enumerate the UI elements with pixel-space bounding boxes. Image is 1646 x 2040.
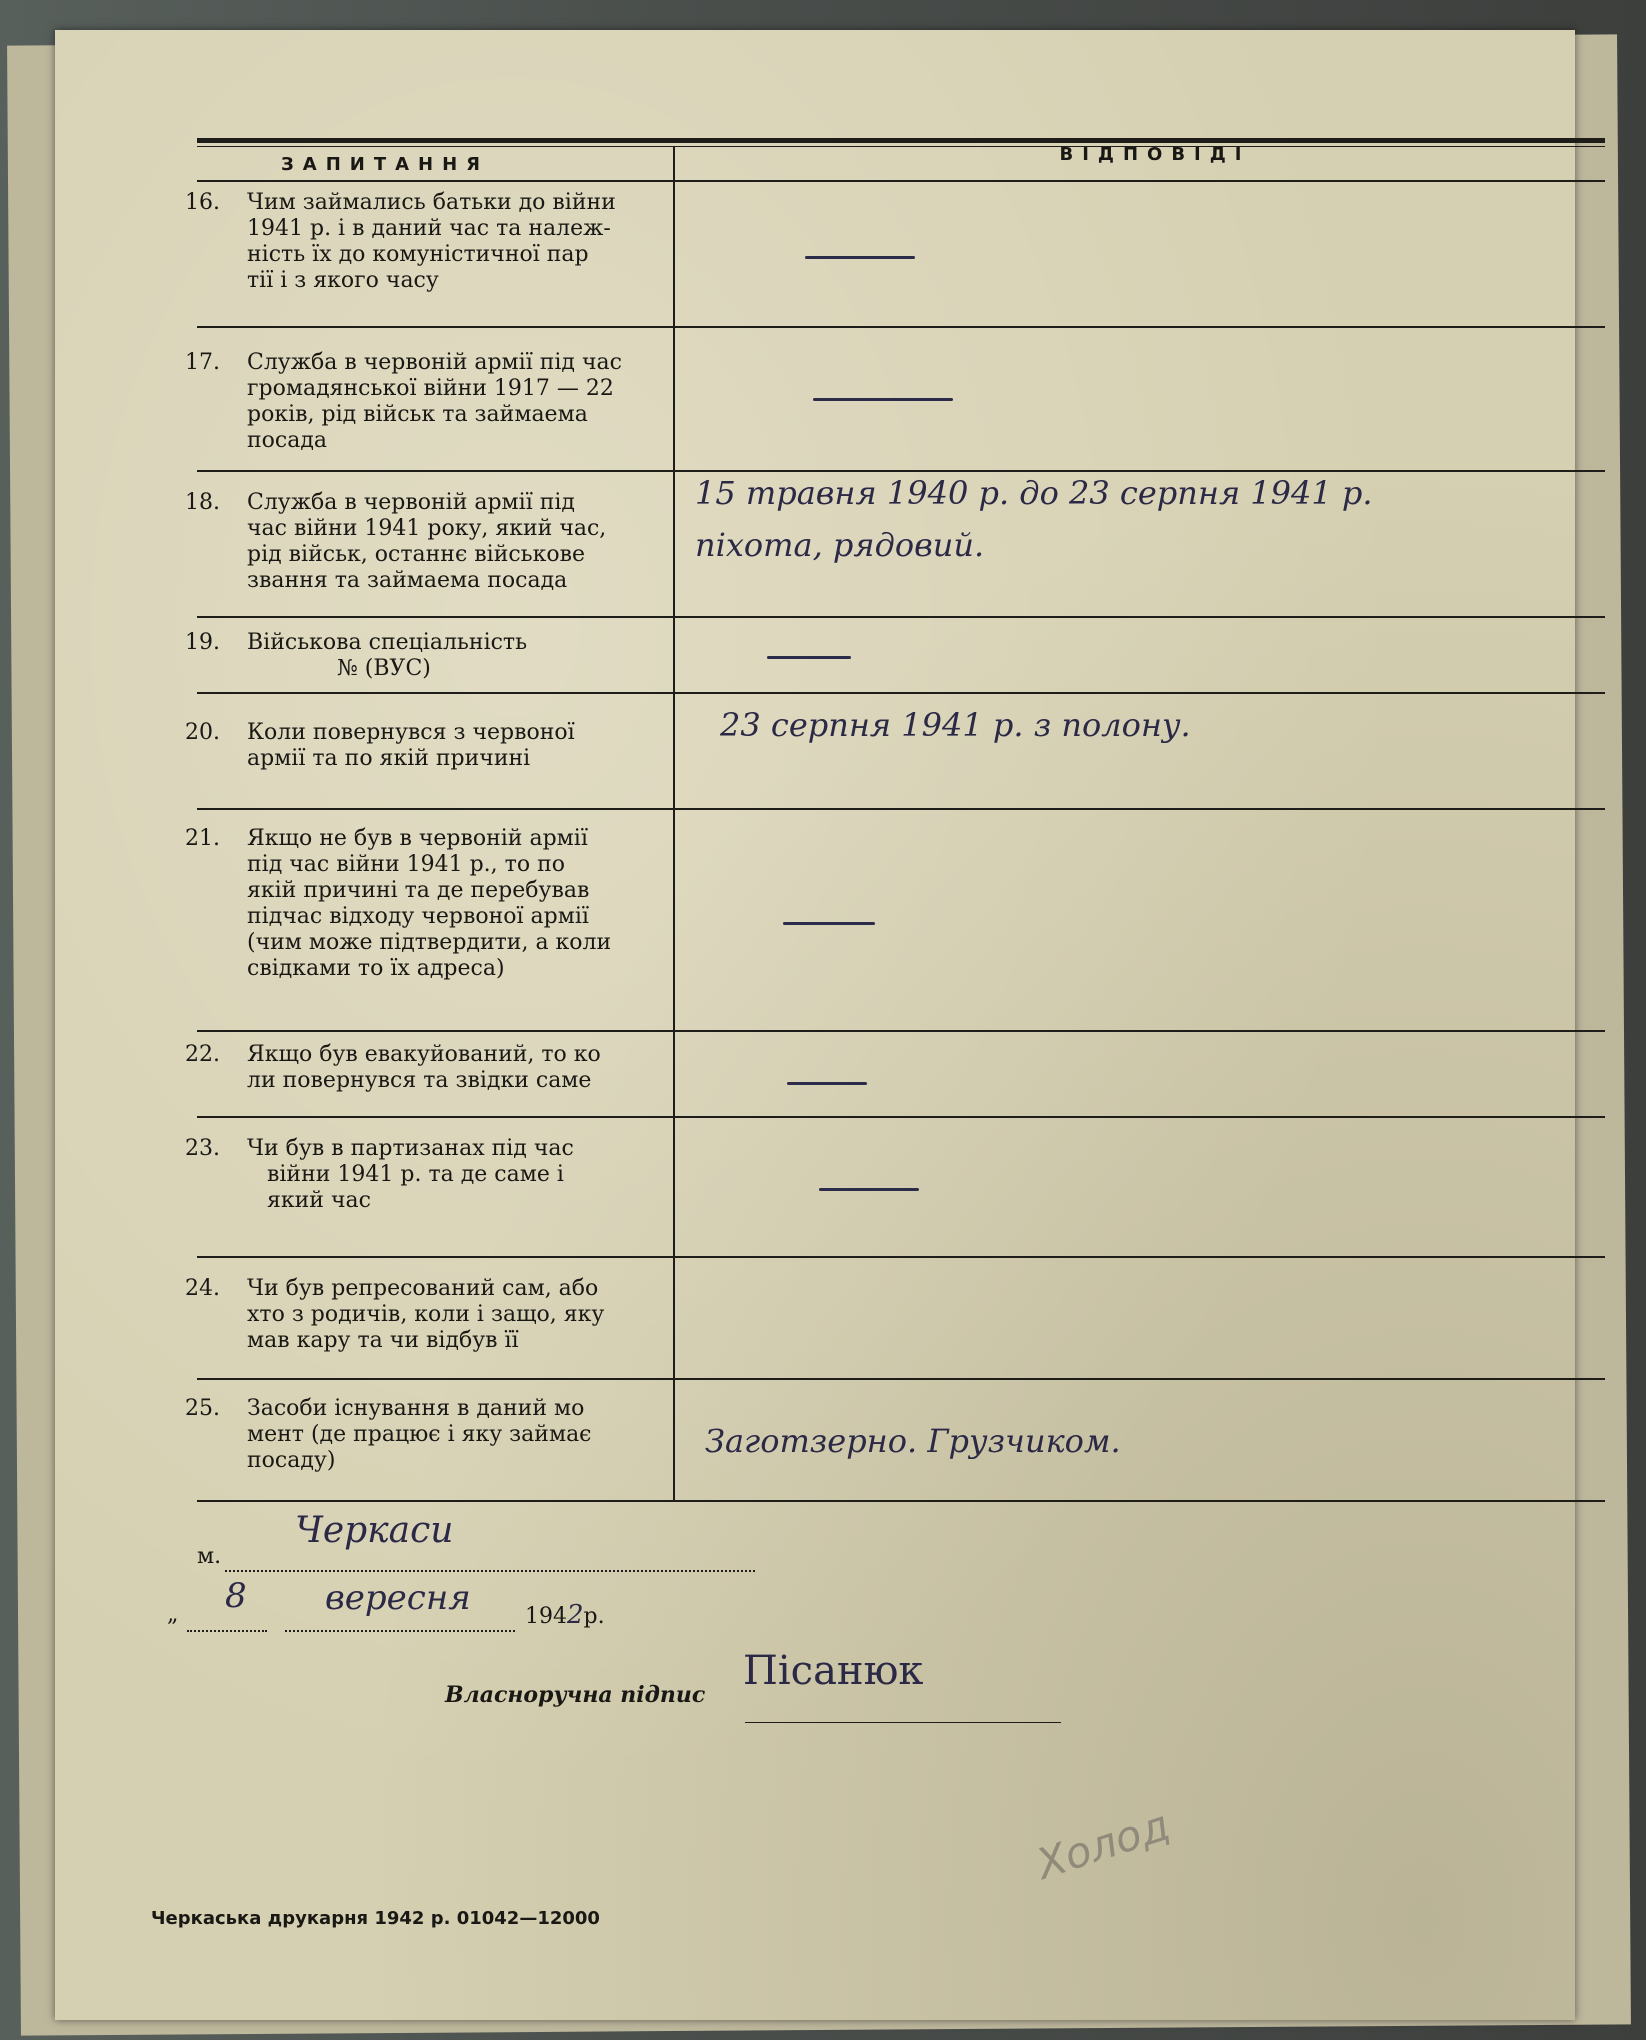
question-text — [247, 190, 659, 294]
question-number: 21. — [185, 826, 220, 851]
question-text — [247, 630, 659, 682]
signature-value: Пісанюк — [743, 1648, 924, 1694]
question-line: років, рід військ та займаема — [247, 402, 588, 427]
question-line: посаду) — [247, 1448, 336, 1473]
row-separator — [197, 1116, 1605, 1118]
answer-dash — [787, 1082, 867, 1085]
question-line: армії та по якій причині — [247, 746, 531, 771]
question-line: Військова спеціальність — [247, 630, 528, 655]
row-separator — [197, 326, 1605, 328]
question-line: Служба в червоній армії під час — [247, 350, 622, 375]
question-line: (чим може підтвердити, а коли — [247, 930, 612, 955]
signature-underline — [745, 1722, 1061, 1723]
date-year-hand: 2 — [567, 1600, 584, 1630]
question-line: Служба в червоній армії під — [247, 490, 575, 515]
row-separator — [197, 692, 1605, 694]
question-line: посада — [247, 428, 328, 453]
date-year-suffix: р. — [583, 1604, 605, 1629]
questions-header: ЗАПИТАННЯ — [280, 154, 490, 175]
city-value: Черкаси — [295, 1510, 454, 1551]
column-divider — [673, 146, 675, 1500]
signature-label: Власноручна підпис — [445, 1682, 706, 1708]
form-page — [55, 30, 1575, 2020]
city-underline — [225, 1570, 755, 1572]
row-separator — [197, 616, 1605, 618]
question-line: Чи був репресований сам, або — [247, 1276, 599, 1301]
answer-dash — [819, 1188, 919, 1191]
date-year — [525, 1602, 605, 1630]
question-line: Чи був в партизанах під час — [247, 1136, 574, 1161]
answer-handwriting: Заготзерно. Грузчиком. — [705, 1422, 1121, 1460]
answer-dash — [767, 656, 851, 659]
header-bottom-rule — [197, 180, 1605, 182]
question-number: 20. — [185, 720, 220, 745]
question-text — [247, 1042, 659, 1094]
question-line: Коли повернувся з червоної — [247, 720, 575, 745]
date-day-underline — [187, 1630, 267, 1632]
printer-line: Черкаська друкарня 1942 р. 01042—12000 — [151, 1908, 600, 1929]
question-text — [247, 1276, 659, 1354]
date-day: 8 — [225, 1576, 247, 1616]
answer-dash — [805, 256, 915, 259]
row-separator — [197, 1378, 1605, 1380]
row-separator — [197, 1256, 1605, 1258]
question-number: 17. — [185, 350, 220, 375]
question-number: 25. — [185, 1396, 220, 1421]
question-line: тії і з якого часу — [247, 268, 439, 293]
question-number: 22. — [185, 1042, 220, 1067]
question-number: 16. — [185, 190, 220, 215]
question-text — [247, 1396, 659, 1474]
question-text — [247, 350, 659, 454]
question-line: підчас відходу червоної армії — [247, 904, 589, 929]
question-line: свідками то їх адреса) — [247, 956, 505, 981]
question-line: час війни 1941 року, який час, — [247, 516, 607, 541]
answer-handwriting: піхота, рядовий. — [695, 526, 985, 564]
pencil-note: Холод — [1030, 1800, 1176, 1889]
question-line: мав кару та чи відбув її — [247, 1328, 519, 1353]
question-text — [247, 826, 659, 982]
header-top-rule — [197, 138, 1605, 143]
row-separator — [197, 808, 1605, 810]
answer-dash — [783, 922, 875, 925]
question-line: рід військ, останнє військове — [247, 542, 586, 567]
question-number: 18. — [185, 490, 220, 515]
date-month-underline — [285, 1630, 515, 1632]
question-line: 1941 р. і в даний час та належ- — [247, 216, 611, 241]
answers-header: ВІДПОВІДІ — [1059, 144, 1251, 165]
answer-handwriting: 15 травня 1940 р. до 23 серпня 1941 р. — [695, 474, 1373, 512]
answer-handwriting: 23 серпня 1941 р. з полону. — [720, 706, 1191, 744]
question-line: під час війни 1941 р., то по — [247, 852, 565, 877]
date-month: вересня — [325, 1578, 471, 1618]
question-line: ли повернувся та звідки саме — [247, 1068, 592, 1093]
question-number: 23. — [185, 1136, 220, 1161]
question-line: Чим займались батьки до війни — [247, 190, 616, 215]
question-line: війни 1941 р. та де саме і — [267, 1162, 564, 1187]
question-line: якій причині та де перебував — [247, 878, 590, 903]
header-top-rule-thin — [197, 146, 1605, 147]
question-line: Якщо не був в червоній армії — [247, 826, 588, 851]
row-separator — [197, 1500, 1605, 1502]
question-line: ність їх до комуністичної пар — [247, 242, 589, 267]
question-line: мент (де працює і яку займає — [247, 1422, 592, 1447]
question-line: звання та займаема посада — [247, 568, 568, 593]
city-prefix: м. — [197, 1544, 222, 1569]
question-line: Якщо був евакуйований, то ко — [247, 1042, 601, 1067]
question-line: Засоби існування в даний мо — [247, 1396, 585, 1421]
question-text — [247, 1136, 659, 1214]
question-text — [247, 720, 659, 772]
question-number: 19. — [185, 630, 220, 655]
date-quote: „ — [167, 1602, 179, 1627]
answer-dash — [813, 398, 953, 401]
question-text — [247, 490, 659, 594]
question-line: хто з родичів, коли і защо, яку — [247, 1302, 605, 1327]
question-line: громадянської війни 1917 — 22 — [247, 376, 614, 401]
date-year-prefix: 194 — [525, 1604, 567, 1629]
question-line: який час — [267, 1188, 371, 1213]
row-separator — [197, 1030, 1605, 1032]
question-number: 24. — [185, 1276, 220, 1301]
row-separator — [197, 470, 1605, 472]
question-line: № (ВУС) — [337, 656, 431, 681]
